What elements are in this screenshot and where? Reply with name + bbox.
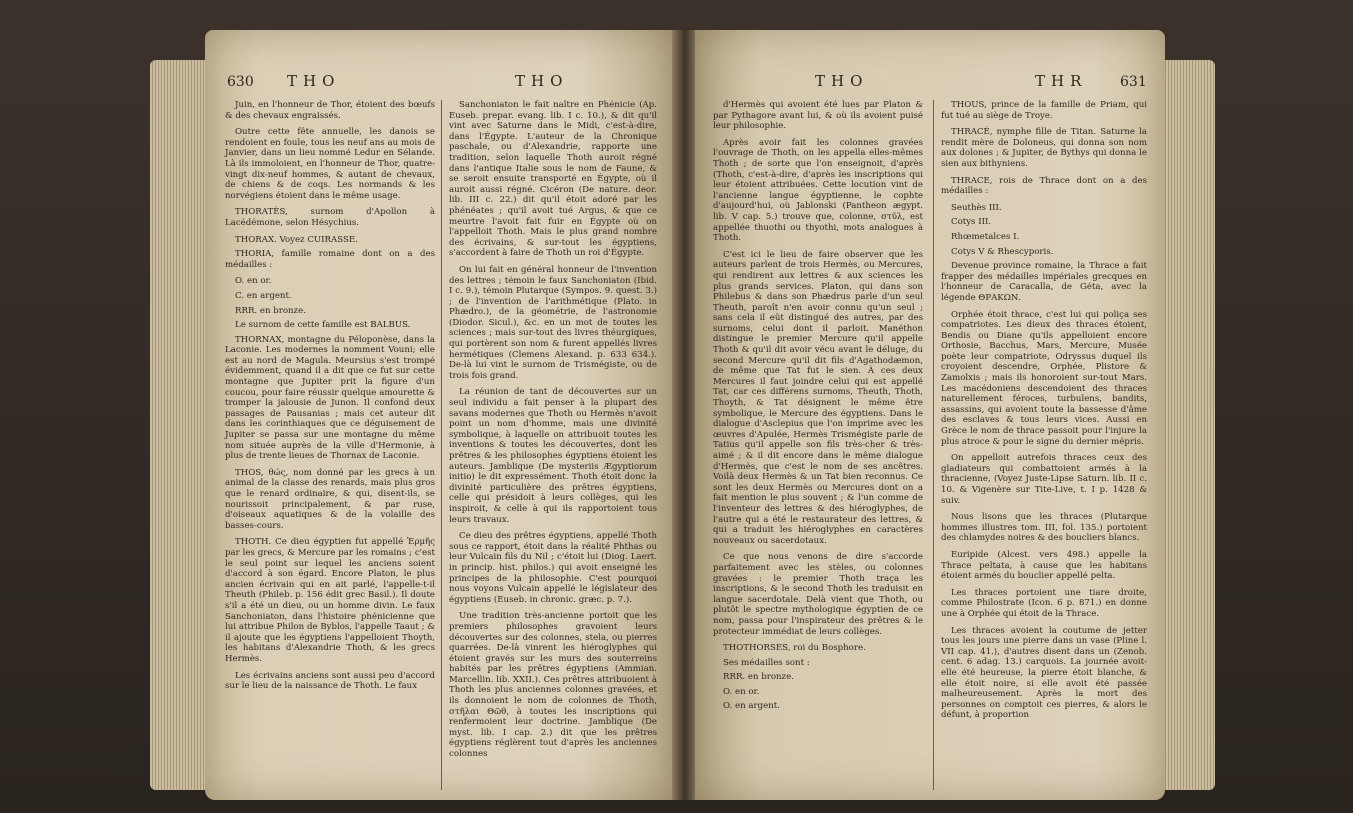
- paragraph: La réunion de tant de découvertes sur un seul individu a fait penser à la plupart des savans modernes que Thoth ou Hermès n'avoit point un nom d'homme, mais une divinité symbolique, à laquelle on attribuoit toutes les inventions & toutes les découvertes, dont les prêtres & les philosophes égyptiens étoient les auteurs. Jamblique (De mysteriis Ægyptiorum initio) le dit expressément. Thoth étoit donc la divinité particulière des prêtres égyptiens, celle qui présidoit à leurs collèges, qui les inspiroit, & celle à qui ils rapportoient tous leurs travaux.: [449, 387, 657, 525]
- left-head-word-2: THO: [515, 72, 569, 90]
- right-head-word-1: THO: [815, 72, 869, 90]
- paragraph: Juin, en l'honneur de Thor, étoient des bœufs & des chevaux engraissés.: [225, 100, 435, 121]
- paragraph: Ce dieu des prêtres égyptiens, appellé Thoth sous ce rapport, étoit dans la réalité Phthas ou leur Vulcain fils du Nil ; c'étoit lui (Diog. Laert. in princip. hist. philos.) qui avoit enseigné les principes de la philosophie. C'est pourquoi nous voyons Vulcain appellé le législateur des égyptiens (Euseb. in chronic. græc. p. 7.).: [449, 531, 657, 605]
- page-edges-right: [1160, 60, 1215, 790]
- paragraph: Cotys III.: [951, 217, 992, 228]
- paragraph: Euripide (Alcest. vers 498.) appelle la Thrace peltata, à cause que les habitans étoient armés du bouclier appellé pelta.: [941, 549, 1147, 582]
- paragraph: O. en or.: [235, 276, 272, 287]
- left-page-number: 630: [227, 74, 254, 90]
- paragraph: RRR. en bronze.: [723, 672, 794, 683]
- paragraph: THORNAX, montagne du Péloponèse, dans la Laconie. Les modernes la nomment Vouni; elle est au nord de Magula. Meursius s'est trompé évidemment, quand il a dit que ce fut sur cette montagne que Jupiter prit la figure d'un coucou, pour faire réussir quelque amourette & tromper la jalousie de Junon. Il confond deux passages de Pausanias ; mais cet auteur dit dans les corinthiaques que ce déguisement de Jupiter se passa sur une montagne du même nom située auprès de la ville d'Hermonie, à plus de trente lieues de Thornax de Laconie.: [225, 334, 435, 462]
- paragraph: On lui fait en général honneur de l'invention des lettres ; témoin le faux Sanchoniaton (Ibid. I c. 9.), témoin Plutarque (Sympos. 9. quest. 3.) ; de l'invention de l'arithmétique (Plato. in Phædro.), de la géométrie, de l'astronomie (Diodor. Sicul.), &c. en un mot de toutes les sciences ; mais sur-tout des livres théurgiques, qui portèrent son nom & furent appellés livres hermétiques (Clemens Alexand. p. 633 634.). De-là lui vint le surnom de Trismégiste, ou de trois fois grand.: [449, 264, 657, 381]
- paragraph: Nous lisons que les thraces (Plutarque hommes illustres tom. III, fol. 135.) portoient des chlamydes noires & des boucliers blancs.: [941, 512, 1147, 544]
- paragraph: Les thraces portoient une tiare droite, comme Philostrate (Icon. 6 p. 871.) en donne une à Orphée qui étoit de la Thrace.: [941, 587, 1147, 619]
- paragraph: THORIA, famille romaine dont on a des médailles :: [225, 249, 435, 270]
- right-running-head: [695, 72, 1165, 94]
- left-page-column-2: [449, 100, 657, 766]
- paragraph: Sanchoniaton le fait naître en Phénicie (Ap. Euseb. prepar. evang. lib. I c. 10.), & dit qu'il vint avec Saturne dans le Midi, c'est-à-dire, dans l'Égypte. L'auteur de la Chronique paschale, ou d'Alexandrie, rapporte une tradition, selon laquelle Thoth auroit régné dans l'antique Italie sous le nom de Faune, & se seroit ensuite transporté en Égypte, où il auroit aussi régné. Cicéron (De nature. deor. lib. III c. 22.) dit qu'il étoit adoré par les phénéates ; qu'il avoit tué Argus, & que ce meurtre l'avoit fait fuir en Égypte où on l'appelloit Thoth. Mais le plus grand nombre des écrivains, & sur-tout les égyptiens, s'accordent à faire de Thoth un roi d'Égypte.: [449, 100, 657, 259]
- paragraph: THOTH. Ce dieu égyptien fut appellé Ἑρμῆς par les grecs, & Mercure par les romains ; c'est le seul point sur lequel les anciens soient d'accord à son égard. Encore Platon, le plus ancien écrivain qui en ait parlé, l'appelle-t-il Theuth (Phileb. p. 156 édit grec Basil.). Il doute s'il a été un dieu, ou un homme divin. Le faux Sanchoniaton, dans l'histoire phénicienne que lui attribue Philon de Byblos, l'appelle Taaut ; & il ajoute que les égyptiens l'appelloient Thoyth, les habitans d'Alexandrie Thoth, & les grecs Hermès.: [225, 537, 435, 664]
- paragraph: RRR. en bronze.: [235, 305, 306, 316]
- paragraph: Devenue province romaine, la Thrace a fait frapper des médailles impériales grecques en l'honneur de Caracalla, de Géta, avec la légende ΘΡΑΚΩΝ.: [941, 261, 1147, 303]
- right-column-rule: [933, 100, 934, 790]
- right-page-number: 631: [1120, 74, 1147, 90]
- right-page-column-2: [941, 100, 1147, 727]
- paragraph: Seuthès III.: [951, 202, 1002, 213]
- right-page-column-1: [713, 100, 923, 716]
- paragraph: O. en or.: [723, 686, 760, 697]
- paragraph: Le surnom de cette famille est BALBUS.: [235, 320, 411, 331]
- paragraph: d'Hermès qui avoient été lues par Platon & par Pythagore avant lui, & où ils avoient puisé leur philosophie.: [713, 100, 923, 132]
- right-head-word-2: THR: [1035, 72, 1088, 90]
- paragraph: THORATÈS, surnom d'Apollon à Lacédémone, selon Hésychius.: [225, 207, 435, 228]
- paragraph: Ses médailles sont :: [723, 657, 810, 668]
- left-page: [205, 30, 675, 800]
- paragraph: O. en argent.: [723, 701, 780, 712]
- paragraph: THOS, θώς, nom donné par les grecs à un animal de la classe des renards, mais plus gros que le renard ordinaire, & qui, disent-ils, se nourissoit principalement, & par ruse, d'oiseaux aquatiques & de la volaille des basses-cours.: [225, 467, 435, 531]
- paragraph: Les thraces avoient la coutume de jetter tous les jours une pierre dans un vase (Pline l. VII cap. 41.), d'autres disent dans un (Zenob. cent. 6 adag. 13.) carquois. La journée avoit-elle été heureuse, la pierre étoit blanche, & elle étoit noire, si elle avoit été passée malheureusement. Après la mort des personnes on comptoit ces pierres, & alors le défunt, à proportion: [941, 625, 1147, 721]
- paragraph: Cotys V & Rhescyporis.: [951, 246, 1054, 257]
- left-page-column-1: [225, 100, 435, 698]
- paragraph: THRACÉ, nymphe fille de Titan. Saturne la rendit mère de Doloneus, qui donna son nom aux dolones ; & Jupiter, de Bythys qui donna le sien aux bithyniens.: [941, 127, 1147, 169]
- paragraph: THRACE, rois de Thrace dont on a des médailles :: [941, 175, 1147, 197]
- paragraph: Les écrivains anciens sont aussi peu d'accord sur le lieu de la naissance de Thoth. Le faux: [225, 670, 435, 692]
- paragraph: On appelloit autrefois thraces ceux des gladiateurs qui combattoient armés à la thracienne, (Voyez Juste-Lipse Saturn. lib. II c. 10. & Vigenère sur Tite-Live, t. I p. 1428 & suiv.: [941, 453, 1147, 506]
- left-column-rule: [441, 100, 442, 790]
- paragraph: THOUS, prince de la famille de Priam, qui fut tué au siège de Troye.: [941, 100, 1147, 121]
- paragraph: Orphée étoit thrace, c'est lui qui poliça ses compatriotes. Les dieux des thraces étoient, Bendis ou Diane qu'ils appelloient encore Orthosie, Bacchus, Mars, Mercure, Musée poète leur compatriote, Odryssus duquel ils croyoient descendre, Orphée, Plistore & Zamolxis ; mais ils honoroient sur-tout Mars. Les macédoniens descendoient des thraces naturellement féroces, turbulens, bandits, assassins, qui avoient toute la bassesse d'âme des esclaves & tous leurs vices. Aussi en Grèce le nom de thrace passoit pour l'injure la plus atroce & pour le signe du dernier mépris.: [941, 309, 1147, 447]
- left-head-word-1: THO: [287, 72, 341, 90]
- right-page: [695, 30, 1165, 800]
- paragraph: Rhœmetalces I.: [951, 231, 1020, 242]
- paragraph: C'est ici le lieu de faire observer que les auteurs parlent de trois Hermès, ou Mercures, qui rendirent aux lettres & aux sciences les plus grands services. Platon, qui dans son Philebus & dans son Phædrus parle d'un seul Theuth, paroît n'en avoir connu qu'un seul ; sans cela il eût distingué des autres, par des surnoms, celui dont il parloit. Manéthon distingue le premier Mercure qu'il appelle Thoth & qu'il dit avoir vécu avant le déluge, du second Mercure qu'il dit fils d'Agathodæmon, de même que Tat fut le sien. À ces deux Mercures il faut joindre celui qui est appellé Tat, car ces différens surnoms, Theuth, Thoth, Thoyth, & Tat désignent le même être symbolique, le Mercure des égyptiens. Dans le dialogue d'Asclepius que l'on imprime avec les œuvres d'Apulée, Hermès Trismégiste parle de Tatius qu'il appelle son fils très-cher & très-aimé ; & il dit encore dans le même dialogue d'Hermès, que c'est le nom de ses ancêtres. Voilà deux Hermès & un Tat bien reconnus. Ce sont les deux Hermès ou Mercures dont on a fait mention le plus souvent ; & l'un comme de l'inventeur des lettres & des hiéroglyphes, de l'autre qui a été le restaurateur des lettres, & qui a traduit les hiéroglyphes en caractères nouveaux ou sacerdotaux.: [713, 249, 923, 546]
- page-edges-left: [150, 60, 210, 790]
- paragraph: Ce que nous venons de dire s'accorde parfaitement avec les stèles, ou colonnes gravées : le premier Thoth traça les inscriptions, & le second Thoth les traduisit en langue sacerdotale. Delà vient que Thoth, ou plutôt le spectre mythologique égyptien de ce nom, passa pour l'inspirateur des prêtres & le protecteur immédiat de leurs collèges.: [713, 552, 923, 637]
- paragraph: Outre cette fête annuelle, les danois se rendoient en foule, tous les neuf ans au mois de Janvier, dans un lieu nommé Ledur en Sélande. Là ils immoloient, en l'honneur de Thor, quatre-vingt dix-neuf hommes, & autant de chevaux, de chiens & de coqs. Les normands & les norvégiens étoient dans le même usage.: [225, 127, 435, 201]
- paragraph: C. en argent.: [235, 290, 292, 301]
- left-running-head: [205, 72, 675, 94]
- paragraph: THORAX. Voyez CUIRASSE.: [235, 234, 358, 245]
- paragraph: Une tradition très-ancienne portoit que les premiers philosophes gravoient leurs découvertes sur des colonnes, stela, ou pierres quarrées. De-là vinrent les hiéroglyphes qui étoient gravés sur les murs des souterreins habités par les prêtres égyptiens (Ammian. Marcellin. lib. XXII.). Ces prêtres attribuoient à Thoth les plus anciennes colonnes gravées, et ils donnoient le nom de colonnes de Thoth, στῆλαι Θῶθ, à toutes les inscriptions qui renfermoient leur doctrine. Jamblique (De myst. lib. I cap. 2.) dit que les prêtres égyptiens réglèrent tout d'après les anciennes colonnes: [449, 611, 657, 760]
- paragraph: Après avoir fait les colonnes gravées l'ouvrage de Thoth, on les appella elles-mêmes Thoth ; de sorte que l'on enseignoit, d'après (Thoth, c'est-à-dire, d'après les inscriptions qui leur étoient attribuées. Cette locution vint de l'ancienne langue égyptienne, le cophte d'aujourd'hui, où Jablonski (Pantheon ægypt. lib. V cap. 5.) trouve que, colonne, στῦλ, est appellée thuothi ou thyothi, mots analogues à Thoth.: [713, 137, 923, 244]
- paragraph: THOTHORSES, roi du Bosphore.: [723, 643, 866, 654]
